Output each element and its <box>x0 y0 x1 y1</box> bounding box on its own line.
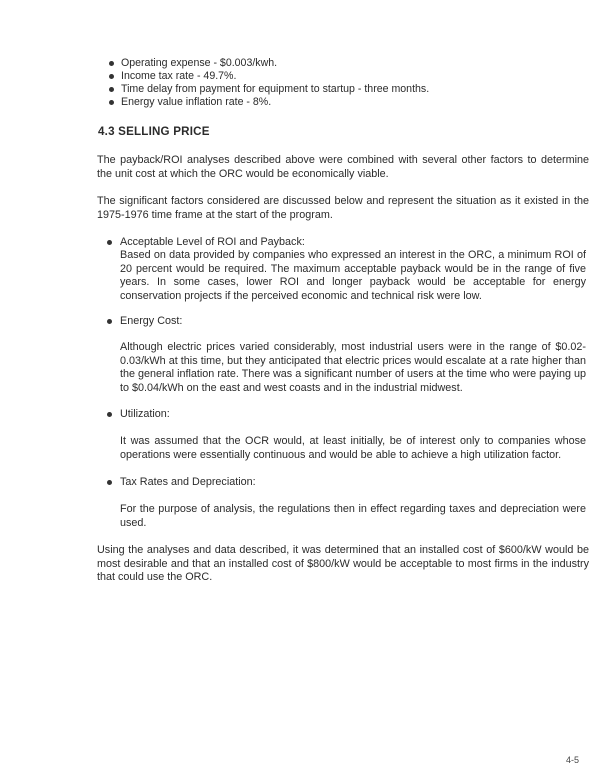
bullet-icon <box>107 412 112 417</box>
list-item: Time delay from payment for equipment to startup - three months. <box>108 83 528 96</box>
bullet-icon <box>109 74 114 79</box>
list-item: Income tax rate - 49.7%. <box>108 70 528 83</box>
bullet-icon <box>109 61 114 66</box>
factor-label: Tax Rates and Depreciation: <box>120 476 256 488</box>
bullet-icon <box>109 87 114 92</box>
bullet-icon <box>107 240 112 245</box>
list-item: Energy value inflation rate - 8%. <box>108 96 528 109</box>
list-item: Operating expense - $0.003/kwh. <box>108 57 528 70</box>
factor-text: For the purpose of analysis, the regulations then in effect regarding taxes and depreciation were used. <box>120 503 586 529</box>
factor-tax-depreciation <box>108 476 256 490</box>
factor-roi-payback <box>108 236 305 250</box>
factor-text: Based on data provided by companies who expressed an interest in the ORC, a minimum ROI of 20 percent would be required. The maximum acceptable payback would be in the range of five years. In some cases, lower ROI and longer payback would be acceptable for energy conservation projects if the perceived economic and technical risk were low. <box>120 249 586 302</box>
assumption-list <box>108 57 528 109</box>
conclusion-paragraph: Using the analyses and data described, it was determined that an installed cost of $600/kW would be most desirable and that an installed cost of $800/kW would be acceptable to most firms in the industry that could use the ORC. <box>97 544 589 583</box>
factor-energy-cost <box>108 315 182 329</box>
factor-label: Acceptable Level of ROI and Payback: <box>120 236 305 248</box>
factor-text: Although electric prices varied considerably, most industrial users were in the range of $0.02-0.03/kWh at this time, but they anticipated that electric prices would escalate at a rate higher than the general inflation rate. There was a significant number of users at the time who were paying up to $0.04/kWh on the east and west coasts and in the industrial midwest. <box>120 341 586 394</box>
factor-text: It was assumed that the OCR would, at least initially, be of interest only to companies whose operations were essentially continuous and would be able to achieve a high utilization factor. <box>120 435 586 461</box>
page-number: 4-5 <box>566 755 580 765</box>
intro-paragraph: The payback/ROI analyses described above were combined with several other factors to determine the unit cost at which the ORC would be economically viable. <box>97 154 589 180</box>
factor-utilization <box>108 408 170 422</box>
factor-label: Utilization: <box>120 408 170 420</box>
section-heading: 4.3 SELLING PRICE <box>98 125 210 138</box>
factor-label: Energy Cost: <box>120 315 183 327</box>
bullet-icon <box>107 480 112 485</box>
bullet-icon <box>107 319 112 324</box>
bullet-icon <box>109 100 114 105</box>
factors-paragraph: The significant factors considered are discussed below and represent the situation as it existed in the 1975-1976 time frame at the start of the program. <box>97 195 589 221</box>
